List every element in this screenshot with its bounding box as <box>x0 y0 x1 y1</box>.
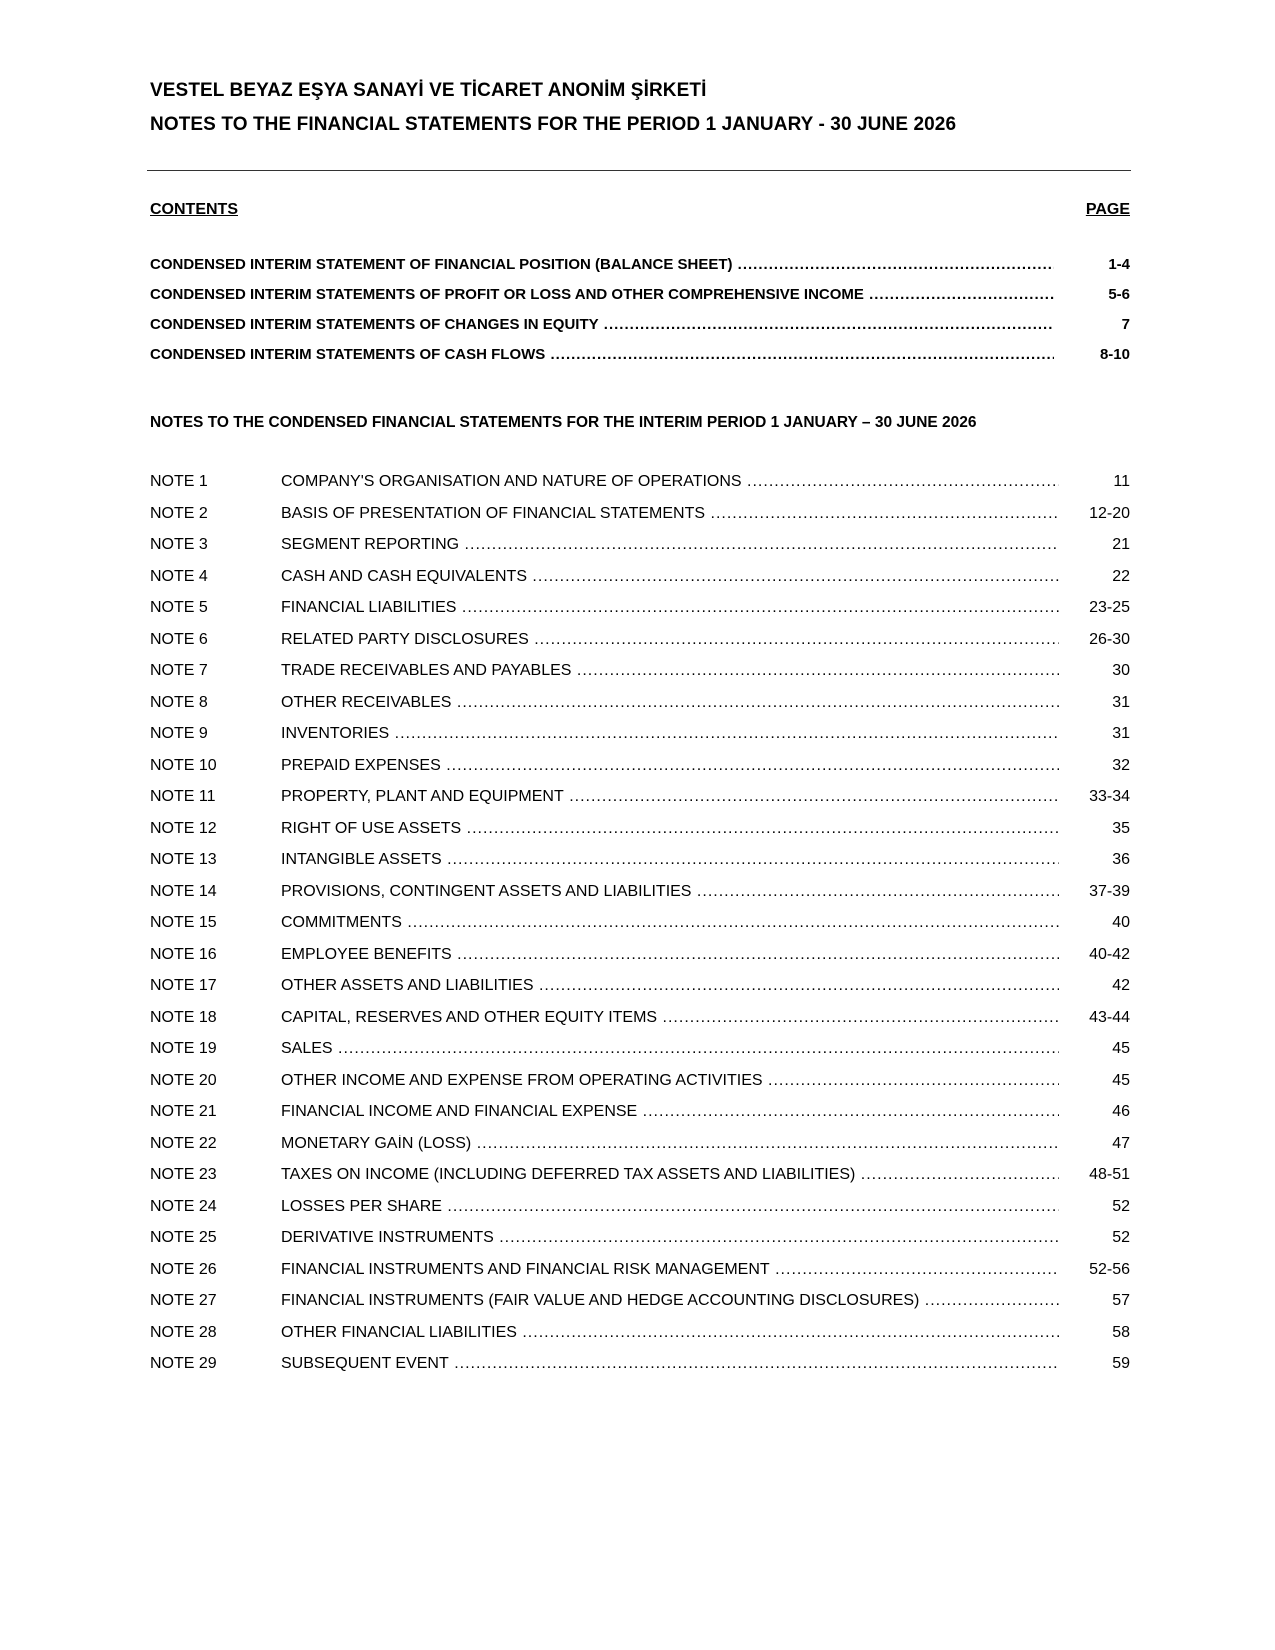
toc-note-page: 31 <box>1112 725 1130 742</box>
toc-note-page: 45 <box>1112 1040 1130 1057</box>
toc-note-number: NOTE 17 <box>150 977 217 994</box>
toc-note-title: PROVISIONS, CONTINGENT ASSETS AND LIABILITIES ..... <box>281 883 1059 901</box>
toc-note-row[interactable] <box>150 568 1130 592</box>
toc-note-page: 26-30 <box>1089 630 1130 648</box>
toc-note-row[interactable] <box>150 1198 1130 1222</box>
toc-note-number: NOTE 18 <box>150 1008 217 1026</box>
toc-note-row[interactable] <box>150 914 1130 938</box>
toc-note-number: NOTE 24 <box>150 1197 217 1215</box>
toc-note-number: NOTE 20 <box>150 1071 217 1089</box>
toc-note-row[interactable] <box>150 1072 1130 1096</box>
toc-note-number: NOTE 6 <box>150 630 208 648</box>
toc-note-page: 37-39 <box>1089 882 1130 900</box>
toc-statement-title: CONDENSED INTERIM STATEMENTS OF CHANGES IN EQUITY ..... <box>150 316 1054 333</box>
toc-note-title: OTHER INCOME AND EXPENSE FROM OPERATING ACTIVITIES ..... <box>281 1072 1059 1090</box>
toc-note-number: NOTE 29 <box>150 1355 217 1372</box>
toc-note-title: FINANCIAL INCOME AND FINANCIAL EXPENSE ..... <box>281 1103 1059 1121</box>
toc-note-number: NOTE 9 <box>150 725 208 742</box>
toc-note-number: NOTE 19 <box>150 1040 217 1057</box>
toc-note-row[interactable] <box>150 1261 1130 1285</box>
toc-note-number: NOTE 16 <box>150 945 217 963</box>
toc-statement-row[interactable] <box>150 316 1130 338</box>
toc-note-page: 45 <box>1112 1071 1130 1089</box>
toc-note-row[interactable] <box>150 820 1130 844</box>
toc-note-row[interactable] <box>150 977 1130 1001</box>
toc-note-row[interactable] <box>150 1355 1130 1379</box>
toc-note-row[interactable] <box>150 1103 1130 1127</box>
contents-label: CONTENTS <box>150 201 238 218</box>
toc-note-number: NOTE 14 <box>150 882 217 900</box>
toc-note-number: NOTE 4 <box>150 567 208 585</box>
toc-note-number: NOTE 23 <box>150 1166 217 1183</box>
toc-note-page: 52 <box>1112 1229 1130 1246</box>
toc-note-page: 30 <box>1112 662 1130 679</box>
header-divider <box>147 170 1131 171</box>
toc-note-title: DERIVATIVE INSTRUMENTS ..... <box>281 1229 1059 1247</box>
toc-note-page: 58 <box>1112 1323 1130 1341</box>
toc-note-page: 40-42 <box>1089 945 1130 963</box>
page-column-label: PAGE <box>1085 201 1130 218</box>
toc-note-row[interactable] <box>150 505 1130 529</box>
toc-statement-row[interactable] <box>150 286 1130 308</box>
toc-note-page: 48-51 <box>1089 1166 1130 1183</box>
toc-note-number: NOTE 5 <box>150 599 208 616</box>
toc-note-title: FINANCIAL INSTRUMENTS (FAIR VALUE AND HEDGE ACCOUNTING DISCLOSURES) ..... <box>281 1292 1059 1310</box>
toc-note-title: RELATED PARTY DISCLOSURES ..... <box>281 631 1059 649</box>
toc-note-page: 31 <box>1112 693 1130 711</box>
toc-note-title: OTHER ASSETS AND LIABILITIES ..... <box>281 977 1059 995</box>
toc-note-number: NOTE 22 <box>150 1134 217 1152</box>
toc-note-page: 11 <box>1113 473 1130 490</box>
toc-note-page: 40 <box>1112 914 1130 931</box>
toc-note-title: MONETARY GAİN (LOSS) ..... <box>281 1135 1059 1153</box>
document-title: NOTES TO THE FINANCIAL STATEMENTS FOR THE PERIOD 1 JANUARY - 30 JUNE 2026 <box>150 114 957 135</box>
toc-note-page: 32 <box>1112 756 1130 774</box>
toc-note-title: COMPANY'S ORGANISATION AND NATURE OF OPERATIONS ..... <box>281 473 1059 491</box>
toc-note-page: 33-34 <box>1089 788 1130 805</box>
toc-statement-page: 5-6 <box>1108 286 1130 303</box>
toc-note-title: CASH AND CASH EQUIVALENTS ..... <box>281 568 1059 586</box>
toc-note-title: SUBSEQUENT EVENT ..... <box>281 1355 1059 1373</box>
toc-note-row[interactable] <box>150 788 1130 812</box>
toc-note-title: OTHER RECEIVABLES ..... <box>281 694 1059 712</box>
toc-note-title: SEGMENT REPORTING ..... <box>281 536 1059 554</box>
toc-note-title: COMMITMENTS ..... <box>281 914 1059 932</box>
toc-note-title: PROPERTY, PLANT AND EQUIPMENT ..... <box>281 788 1059 806</box>
toc-note-page: 59 <box>1112 1355 1130 1372</box>
toc-note-title: CAPITAL, RESERVES AND OTHER EQUITY ITEMS ..... <box>281 1009 1059 1027</box>
toc-note-page: 46 <box>1112 1103 1130 1120</box>
toc-statement-page: 7 <box>1121 316 1130 333</box>
toc-note-page: 52 <box>1112 1197 1130 1215</box>
toc-note-row[interactable] <box>150 946 1130 970</box>
toc-note-number: NOTE 25 <box>150 1229 217 1246</box>
toc-note-row[interactable] <box>150 599 1130 623</box>
toc-statement-page: 8-10 <box>1099 346 1130 363</box>
toc-note-title: TRADE RECEIVABLES AND PAYABLES ..... <box>281 662 1059 680</box>
toc-note-title: FINANCIAL INSTRUMENTS AND FINANCIAL RISK MANAGEMENT ..... <box>281 1261 1059 1279</box>
toc-note-number: NOTE 3 <box>150 536 208 553</box>
toc-note-page: 47 <box>1112 1134 1130 1152</box>
toc-note-number: NOTE 10 <box>150 756 217 774</box>
toc-note-page: 22 <box>1112 567 1130 585</box>
notes-section-title: NOTES TO THE CONDENSED FINANCIAL STATEMENTS FOR THE INTERIM PERIOD 1 JANUARY – 30 JUNE 2026 <box>150 414 977 431</box>
toc-note-title: OTHER FINANCIAL LIABILITIES ..... <box>281 1324 1059 1342</box>
toc-note-page: 21 <box>1112 536 1130 553</box>
toc-note-page: 12-20 <box>1089 504 1130 522</box>
toc-note-number: NOTE 11 <box>150 788 216 805</box>
toc-note-page: 35 <box>1112 819 1130 837</box>
toc-note-row[interactable] <box>150 1292 1130 1316</box>
toc-note-row[interactable] <box>150 851 1130 875</box>
toc-note-number: NOTE 21 <box>150 1103 217 1120</box>
toc-note-page: 57 <box>1112 1292 1130 1309</box>
company-name: VESTEL BEYAZ EŞYA SANAYİ VE TİCARET ANONİM ŞİRKETİ <box>150 80 707 101</box>
toc-note-page: 52-56 <box>1089 1260 1130 1278</box>
toc-note-page: 36 <box>1112 851 1130 868</box>
toc-note-row[interactable] <box>150 1324 1130 1348</box>
toc-statement-title: CONDENSED INTERIM STATEMENTS OF CASH FLOWS ..... <box>150 346 1054 363</box>
toc-note-number: NOTE 1 <box>150 473 208 490</box>
toc-note-row[interactable] <box>150 1166 1130 1190</box>
toc-note-number: NOTE 8 <box>150 693 208 711</box>
toc-note-row[interactable] <box>150 1135 1130 1159</box>
toc-note-row[interactable] <box>150 1009 1130 1033</box>
toc-note-title: INTANGIBLE ASSETS ..... <box>281 851 1059 869</box>
toc-note-title: FINANCIAL LIABILITIES ..... <box>281 599 1059 617</box>
toc-note-row[interactable] <box>150 662 1130 686</box>
toc-statement-row[interactable] <box>150 256 1130 278</box>
toc-note-page: 43-44 <box>1089 1008 1130 1026</box>
toc-note-number: NOTE 27 <box>150 1292 217 1309</box>
toc-note-row[interactable] <box>150 757 1130 781</box>
toc-note-row[interactable] <box>150 536 1130 560</box>
toc-statement-page: 1-4 <box>1108 256 1130 273</box>
toc-note-number: NOTE 28 <box>150 1323 217 1341</box>
toc-note-title: RIGHT OF USE ASSETS ..... <box>281 820 1059 838</box>
toc-note-page: 42 <box>1112 977 1130 994</box>
toc-note-title: SALES ..... <box>281 1040 1059 1058</box>
toc-note-number: NOTE 15 <box>150 914 217 931</box>
toc-statement-title: CONDENSED INTERIM STATEMENTS OF PROFIT OR LOSS AND OTHER COMPREHENSIVE INCOME ..... <box>150 286 1054 303</box>
toc-note-row[interactable] <box>150 1040 1130 1064</box>
toc-note-title: TAXES ON INCOME (INCLUDING DEFERRED TAX ASSETS AND LIABILITIES) ..... <box>281 1166 1059 1184</box>
toc-note-number: NOTE 2 <box>150 504 208 522</box>
toc-note-title: EMPLOYEE BENEFITS ..... <box>281 946 1059 964</box>
toc-note-title: PREPAID EXPENSES ..... <box>281 757 1059 775</box>
toc-note-title: BASIS OF PRESENTATION OF FINANCIAL STATEMENTS ..... <box>281 505 1059 523</box>
toc-note-row[interactable] <box>150 1229 1130 1253</box>
toc-note-number: NOTE 12 <box>150 819 217 837</box>
toc-note-row[interactable] <box>150 883 1130 907</box>
toc-note-row[interactable] <box>150 473 1130 497</box>
toc-statement-row[interactable] <box>150 346 1130 368</box>
toc-note-number: NOTE 13 <box>150 851 217 868</box>
toc-note-row[interactable] <box>150 694 1130 718</box>
toc-note-title: LOSSES PER SHARE ..... <box>281 1198 1059 1216</box>
toc-statement-title: CONDENSED INTERIM STATEMENT OF FINANCIAL POSITION (BALANCE SHEET) ..... <box>150 256 1054 273</box>
toc-note-row[interactable] <box>150 725 1130 749</box>
toc-note-row[interactable] <box>150 631 1130 655</box>
toc-note-number: NOTE 26 <box>150 1260 217 1278</box>
toc-note-page: 23-25 <box>1089 599 1130 616</box>
toc-note-number: NOTE 7 <box>150 662 208 679</box>
toc-note-title: INVENTORIES ..... <box>281 725 1059 743</box>
